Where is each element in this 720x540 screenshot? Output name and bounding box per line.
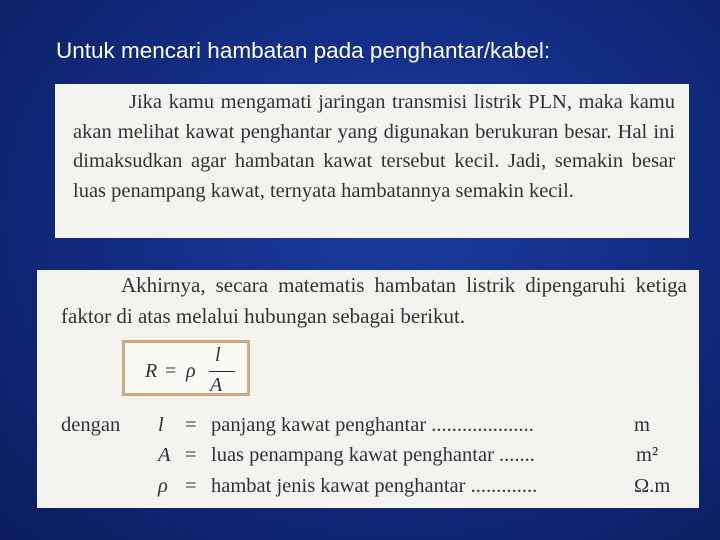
definition-description: hambat jenis kawat penghantar ............. [211,475,538,497]
definition-equals: = [185,414,197,436]
definition-equals: = [185,475,197,497]
definition-unit: Ω.m [634,475,671,497]
transmission-paragraph-text: Jika kamu mengamati jaringan transmisi listrik PLN, maka kamu akan melihat kawat penghantar yang digunakan berukuran besar. Hal ini dimaksudkan agar hambatan kawat tersebut kecil. Jadi, semakin besar luas penampang kawat, ternyata hambatannya semakin kecil. [73,91,675,202]
definition-symbol: A [158,444,171,466]
formula-equals: = [165,360,177,382]
formula-rho: ρ [186,360,196,382]
definitions-intro: dengan [61,414,121,436]
bottom-formula-panel [37,270,699,508]
formula-intro-text: Akhirnya, secara matematis hambatan listrik dipengaruhi ketiga faktor di atas melalui hubungan sebagai berikut. [61,273,687,328]
formula-intro-paragraph [61,270,687,332]
formula-numerator: l [215,344,221,366]
definition-description: panjang kawat penghantar .................... [211,414,534,436]
top-text-panel [55,84,689,238]
resistance-formula [122,340,250,396]
definition-symbol: l [158,414,164,436]
definition-description: luas penampang kawat penghantar ....... [211,444,535,466]
formula-denominator: A [210,374,223,396]
definition-unit: m [634,414,650,436]
fraction-bar [209,371,235,372]
definition-equals: = [185,444,197,466]
formula-lhs: R [145,360,158,382]
definition-symbol: ρ [158,475,168,497]
definition-unit: m² [636,444,659,466]
slide-title: Untuk mencari hambatan pada penghantar/kabel: [56,38,551,63]
transmission-paragraph [73,88,675,206]
